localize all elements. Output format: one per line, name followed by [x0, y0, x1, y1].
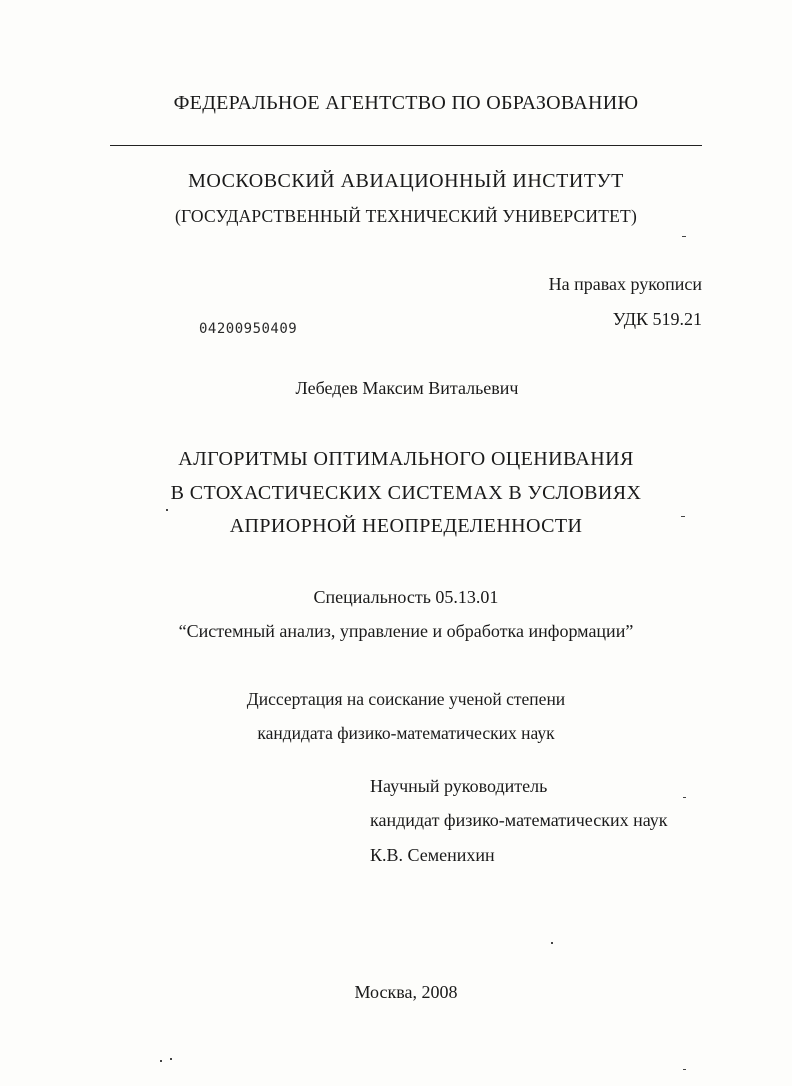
city-year: Москва, 2008 — [354, 982, 458, 1002]
advisor-degree: кандидат физико-математических наук — [370, 810, 668, 830]
specialty-code: Специальность 05.13.01 — [313, 587, 499, 607]
registration-number: 04200950409 — [199, 321, 298, 337]
title-line-3: АПРИОРНОЙ НЕОПРЕДЕЛЕННОСТИ — [229, 515, 583, 537]
institute-name: МОСКОВСКИЙ АВИАЦИОННЫЙ ИНСТИТУТ — [188, 170, 624, 192]
author-name: Лебедев Максим Витальевич — [295, 378, 519, 398]
title-line-1: АЛГОРИТМЫ ОПТИМАЛЬНОГО ОЦЕНИВАНИЯ — [178, 448, 634, 470]
degree-line-2: кандидата физико-математических наук — [257, 723, 555, 743]
scan-speck — [682, 236, 686, 237]
scan-speck — [681, 516, 685, 517]
specialty-name: “Системный анализ, управление и обработка информации” — [178, 621, 634, 641]
scan-speck — [683, 797, 686, 798]
scan-speck — [160, 1060, 162, 1062]
header-divider — [110, 145, 702, 146]
degree-line-1: Диссертация на соискание ученой степени — [246, 689, 566, 709]
scan-speck — [683, 1069, 686, 1070]
scan-speck — [170, 1058, 172, 1060]
university-subtitle: (ГОСУДАРСТВЕННЫЙ ТЕХНИЧЕСКИЙ УНИВЕРСИТЕТ) — [175, 206, 637, 226]
rights-notice: На правах рукописи — [548, 274, 702, 294]
title-line-2: В СТОХАСТИЧЕСКИХ СИСТЕМАХ В УСЛОВИЯХ — [170, 482, 642, 504]
scan-speck — [551, 942, 553, 944]
agency-name: ФЕДЕРАЛЬНОЕ АГЕНТСТВО ПО ОБРАЗОВАНИЮ — [173, 92, 639, 114]
udk-code: УДК 519.21 — [612, 309, 702, 329]
advisor-role: Научный руководитель — [370, 776, 548, 796]
scan-speck — [166, 509, 168, 511]
advisor-name: К.В. Семенихин — [370, 845, 495, 865]
